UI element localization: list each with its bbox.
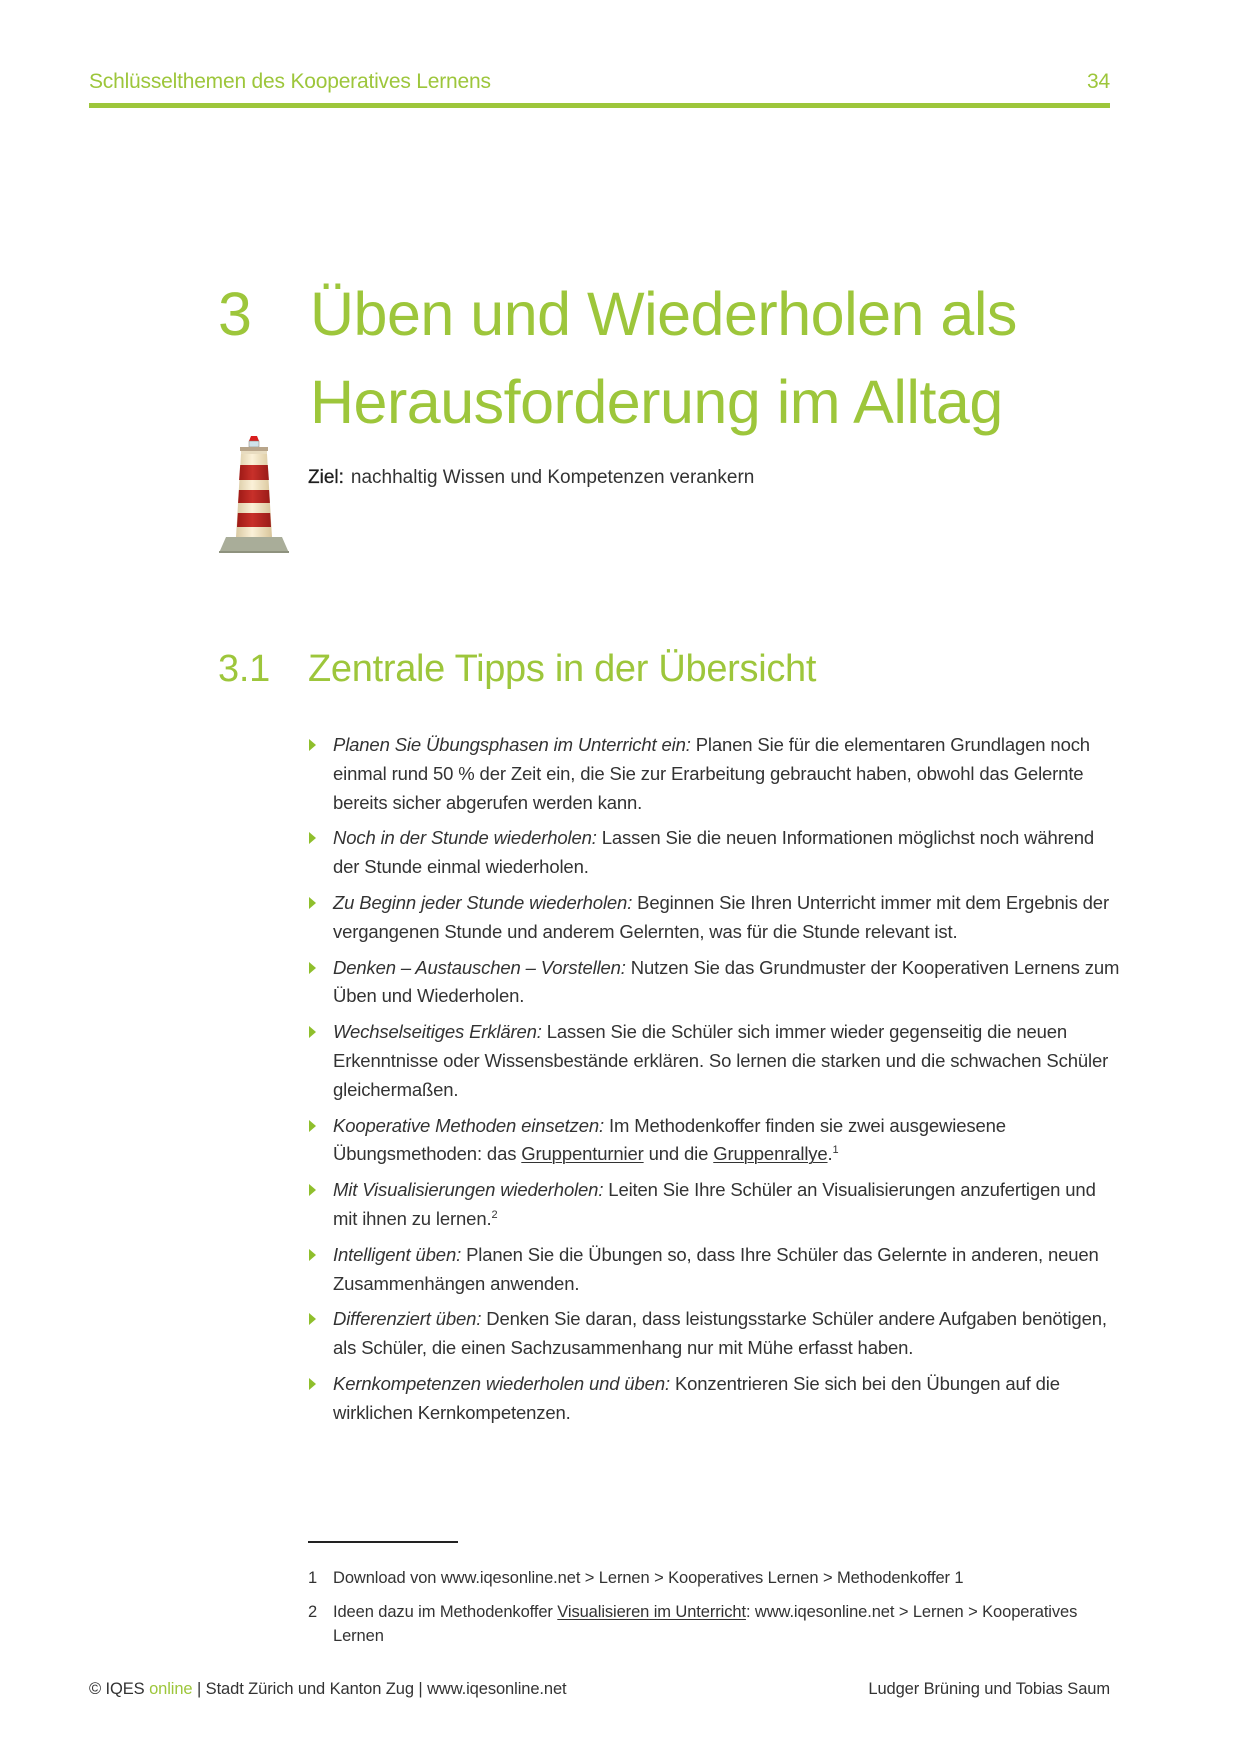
triangle-bullet-icon xyxy=(309,1378,316,1390)
list-item xyxy=(308,1176,1123,1234)
tip-text: Im Methodenkoffer finden sie zwei ausgewiesene Übungsmethoden: das xyxy=(333,1114,1006,1165)
tip-lead: Planen Sie Übungsphasen im Unterricht ein: xyxy=(333,734,691,755)
header-rule xyxy=(89,103,1110,108)
tip-text: Konzentrieren Sie sich bei den Übungen auf die wirklichen Kernkompetenzen. xyxy=(333,1372,1060,1423)
list-item xyxy=(308,1305,1123,1363)
chapter-title-line-1: Üben und Wiederholen als xyxy=(310,280,1017,348)
tip-text: Beginnen Sie Ihren Unterricht immer mit dem Ergebnis der vergangenen Stunde und anderem Gelernten, was für die Stunde relevant ist. xyxy=(333,891,1109,942)
footnote xyxy=(308,1566,1123,1590)
list-item xyxy=(308,1112,1123,1170)
goal-statement xyxy=(308,467,754,489)
footnote-number: 1 xyxy=(308,1569,318,1587)
tip-lead: Kooperative Methoden einsetzen: xyxy=(333,1114,604,1136)
footnote-number: 2 xyxy=(308,1603,318,1621)
copyright-text: © IQES xyxy=(89,1680,150,1698)
footer-publisher: | Stadt Zürich und Kanton Zug | www.iqesonline.net xyxy=(192,1680,567,1698)
triangle-bullet-icon xyxy=(309,739,316,751)
tip-text: Planen Sie für die elementaren Grundlagen noch einmal rund 50 % der Zeit ein, die Sie zur Erarbeitung gebraucht haben, obwohl das Gelernte bereits sicher abgerufen werden kann. xyxy=(333,734,1090,813)
footnotes xyxy=(308,1566,1123,1658)
tip-text: Nutzen Sie das Grundmuster der Kooperativen Lernens zum Üben und Wiederholen. xyxy=(333,956,1120,1007)
footer-authors: Ludger Brüning und Tobias Saum xyxy=(868,1680,1110,1698)
tip-lead: Denken – Austauschen – Vorstellen: xyxy=(333,956,626,978)
tip-text: Lassen Sie die Schüler sich immer wieder gegenseitig die neuen Erkenntnisse oder Wissensbestände erklären. So lernen die starken und die schwachen Schüler gleichermaßen. xyxy=(333,1021,1109,1100)
triangle-bullet-icon xyxy=(309,1249,316,1261)
goal-label: Ziel: xyxy=(308,467,344,488)
chapter-number: 3 xyxy=(218,280,252,348)
tip-lead: Differenziert üben: xyxy=(333,1308,482,1330)
tip-text: Leiten Sie Ihre Schüler an Visualisierungen anzufertigen und mit ihnen zu lernen. xyxy=(333,1179,1096,1229)
footnote-ref[interactable]: 1 xyxy=(832,1144,839,1157)
tip-text: Lassen Sie die neuen Informationen möglichst noch während der Stunde einmal wiederholen. xyxy=(333,827,1095,878)
list-item xyxy=(308,1241,1123,1299)
list-item xyxy=(308,889,1123,947)
triangle-bullet-icon xyxy=(309,1313,316,1325)
section-number: 3.1 xyxy=(218,648,270,690)
goal-text: nachhaltig Wissen und Kompetenzen verankern xyxy=(350,467,755,488)
tip-lead: Kernkompetenzen wiederholen und üben: xyxy=(333,1372,670,1394)
tip-text: Denken Sie daran, dass leistungsstarke Schüler andere Aufgaben benötigen, als Schüler, die einen Sachzusammenhang nur mit Mühe erfasst haben. xyxy=(333,1308,1107,1359)
visualisieren-link[interactable]: Visualisieren im Unterricht xyxy=(557,1603,746,1621)
footnote-ref[interactable]: 2 xyxy=(491,1208,498,1221)
running-header xyxy=(89,70,1110,94)
triangle-bullet-icon xyxy=(309,962,316,974)
tip-lead: Mit Visualisierungen wiederholen: xyxy=(333,1179,604,1201)
footnote-text: Ideen dazu im Methodenkoffer xyxy=(333,1603,558,1621)
tip-text: Planen Sie die Übungen so, dass Ihre Schüler das Gelernte in anderen, neuen Zusammenhängen anwenden. xyxy=(333,1243,1099,1294)
list-item xyxy=(308,954,1123,1012)
gruppenturnier-link[interactable]: Gruppenturnier xyxy=(521,1143,644,1165)
triangle-bullet-icon xyxy=(309,832,316,844)
tips-list xyxy=(308,731,1123,1435)
tip-text: und die xyxy=(643,1143,714,1165)
section-title: Zentrale Tipps in der Übersicht xyxy=(308,648,817,690)
footnote-rule xyxy=(308,1541,458,1543)
tip-lead: Zu Beginn jeder Stunde wiederholen: xyxy=(333,891,633,913)
triangle-bullet-icon xyxy=(309,1184,316,1196)
page-number: 34 xyxy=(1087,70,1110,93)
list-item xyxy=(308,731,1123,817)
footnote xyxy=(308,1600,1123,1648)
tip-lead: Noch in der Stunde wiederholen: xyxy=(333,827,597,849)
lighthouse-icon xyxy=(218,434,290,554)
triangle-bullet-icon xyxy=(309,1026,316,1038)
tip-lead: Intelligent üben: xyxy=(333,1243,462,1265)
tip-lead: Wechselseitiges Erklären: xyxy=(333,1021,542,1043)
footnote-text: Download von www.iqesonline.net > Lernen > Kooperatives Lernen > Methodenkoffer 1 xyxy=(333,1569,964,1587)
gruppenrallye-link[interactable]: Gruppenrallye xyxy=(713,1143,828,1165)
triangle-bullet-icon xyxy=(309,1120,316,1132)
list-item xyxy=(308,1370,1123,1428)
list-item xyxy=(308,1018,1123,1104)
footnote-text: : www.iqesonline.net > Lernen > Kooperatives Lernen xyxy=(333,1603,1078,1645)
list-item xyxy=(308,824,1123,882)
chapter-title-line-2: Herausforderung im Alltag xyxy=(310,368,1003,436)
brand-accent: online xyxy=(149,1680,193,1698)
triangle-bullet-icon xyxy=(309,897,316,909)
tip-text: . xyxy=(827,1143,833,1165)
running-title: Schlüsselthemen des Kooperatives Lernens xyxy=(89,70,491,93)
footer-copyright xyxy=(89,1680,567,1699)
